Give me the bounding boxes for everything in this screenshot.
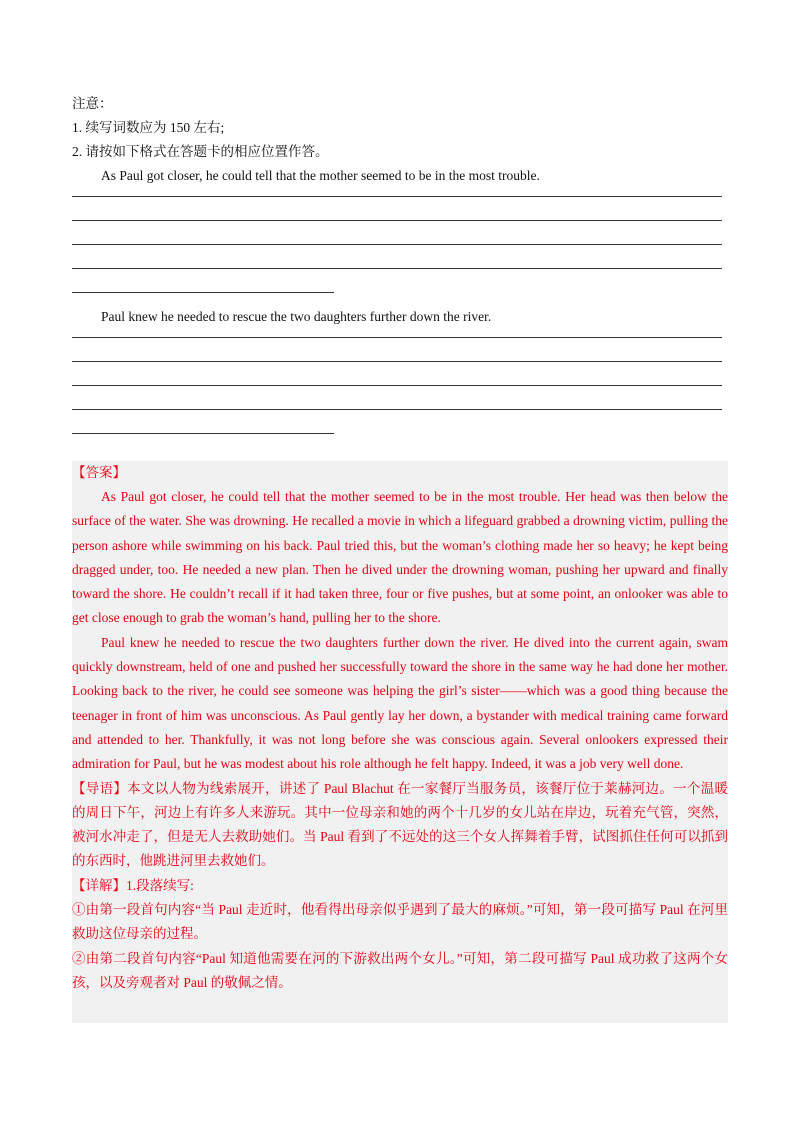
writing-line bbox=[72, 220, 722, 221]
detail-intro: 1.段落续写: bbox=[126, 877, 194, 893]
detail-point-1: ①由第一段首句内容“当 Paul 走近时，他看得出母亲似乎遇到了最大的麻烦。”可知，第一段可描写 Paul 在河里救助这位母亲的过程。 bbox=[72, 902, 728, 942]
guide-label: 【导语】 bbox=[72, 780, 128, 796]
guide-paragraph bbox=[72, 777, 728, 874]
writing-line bbox=[72, 361, 722, 362]
prompt-paragraph-2: Paul knew he needed to rescue the two daughters further down the river. bbox=[101, 309, 492, 324]
writing-line bbox=[72, 292, 334, 293]
writing-line bbox=[72, 409, 722, 410]
notes-title: 注意： bbox=[72, 96, 113, 111]
detail-heading bbox=[72, 874, 728, 898]
answer-box bbox=[72, 461, 728, 1023]
writing-lines-2 bbox=[72, 337, 728, 434]
question-section bbox=[72, 92, 728, 434]
writing-line bbox=[72, 268, 722, 269]
answer-paragraph-2: Paul knew he needed to rescue the two daughters further down the river. He dived into the current again, swam quickly downstream, held of one and pushed her successfully toward the shore in the same way he had done her mother. Looking back to the river, he could see someone was helping the girl’s sister——which was a good thing because the teenager in front of him was unconscious. As Paul gently lay her down, a bystander with medical training came forward and attended to her. Thankfully, it was not long before she was conscious again. Several onlookers expressed their admiration for Paul, but he was modest about his role although he felt happy. Indeed, it was a job very well done. bbox=[72, 634, 728, 772]
prompt-paragraph-1: As Paul got closer, he could tell that the mother seemed to be in the most trouble. bbox=[101, 168, 540, 183]
writing-line bbox=[72, 385, 722, 386]
detail-label: 【详解】 bbox=[72, 877, 126, 893]
note-item-2: 2. 请按如下格式在答题卡的相应位置作答。 bbox=[72, 144, 329, 159]
writing-line bbox=[72, 244, 722, 245]
writing-line bbox=[72, 196, 722, 197]
answer-paragraph-1: As Paul got closer, he could tell that the mother seemed to be in the most trouble. Her head was then below the surface of the water. She was drowning. He recalled a movie in which a lifeguard grabbed a drowning victim, pulling the person ashore while swimming on his back. Paul tried this, but the woman’s clothing made her so heavy; he kept being dragged under, too. He needed a new plan. Then he dived under the drowning woman, pushing her upward and finally toward the shore. He couldn’t recall if it had taken three, four or five pushes, but at some point, an onlooker was able to get close enough to grab the woman’s hand, pulling her to the shore. bbox=[72, 489, 728, 626]
writing-line bbox=[72, 433, 334, 434]
answer-label: 【答案】 bbox=[72, 465, 126, 480]
writing-lines-1 bbox=[72, 196, 728, 293]
note-item-1: 1. 续写词数应为 150 左右; bbox=[72, 120, 225, 135]
guide-text: 本文以人物为线索展开，讲述了 Paul Blachut 在一家餐厅当服务员，该餐厅位于莱赫河边。一个温暖的周日下午，河边上有许多人来游玩。其中一位母亲和她的两个十几岁的女儿站在岸边，玩着充气管，突然，被河水冲走了，但是无人去救助她们。当 Paul 看到了不远处的这三个女人挥舞着手臂，试图抓住任何可以抓到的东西时，他跳进河里去救她们。 bbox=[72, 780, 728, 869]
detail-point-2: ②由第二段首句内容“Paul 知道他需要在河的下游救出两个女儿。”可知，第二段可描写 Paul 成功救了这两个女孩，以及旁观者对 Paul 的敬佩之情。 bbox=[72, 950, 728, 990]
writing-line bbox=[72, 337, 722, 338]
